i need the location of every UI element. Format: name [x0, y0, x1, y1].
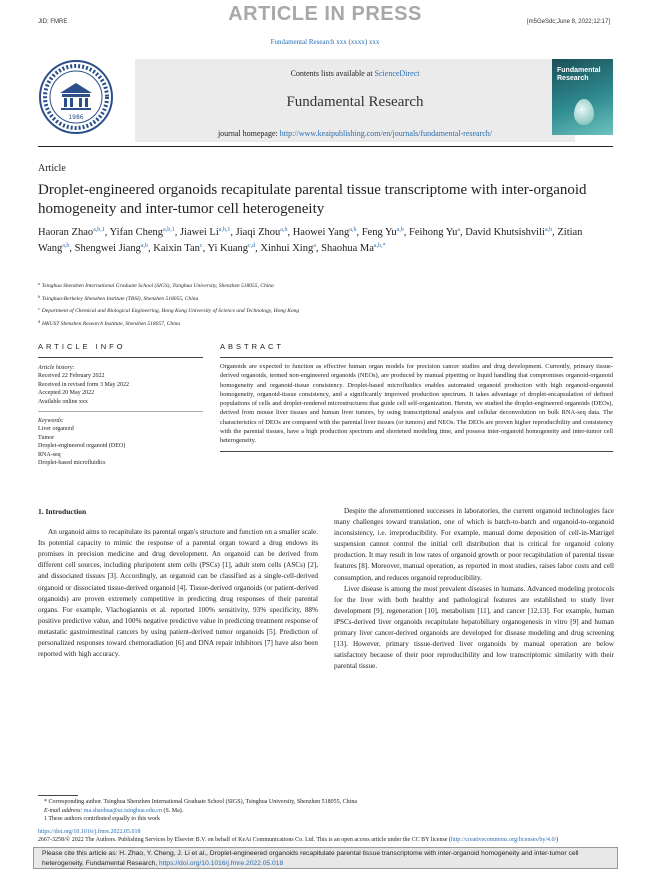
history-item: Received in revised form 3 May 2022: [38, 381, 129, 388]
history-item: Accepted 20 May 2022: [38, 390, 95, 397]
author-affiliation-marker[interactable]: a,b: [140, 242, 149, 249]
history-item: Received 22 February 2022: [38, 373, 105, 380]
homepage-link[interactable]: http://www.keaipublishing.com/en/journals/fundamental-research/: [279, 129, 493, 138]
license-line: [38, 836, 613, 844]
license-link[interactable]: http://creativecommons.org/licenses/by/4.0/: [450, 837, 557, 844]
keywords-list: [38, 425, 203, 467]
article-type: Article: [38, 163, 66, 174]
citation-text: Please cite this article as: H. Zhao, Y. Cheng, J. Li et al., Droplet-engineered organoids recapitulate parental tissue transcriptome with inter-organoid homogeneity and inter-tumor cell heterogeneity, Fundamental Research,: [42, 850, 579, 867]
logo-year: 1986: [68, 114, 84, 121]
keyword-item: Liver organoid: [38, 426, 74, 433]
equal-contribution-note: 1 These authors contributed equally to this work: [44, 816, 161, 823]
author-affiliation-marker[interactable]: c: [199, 242, 203, 249]
journal-citation-line[interactable]: Fundamental Research xxx (xxxx) xxx: [270, 38, 380, 46]
affiliation-text: Tsinghua-Berkeley Shenzhen Institute (TBSI), Shenzhen 518055, China: [42, 295, 199, 302]
author-name[interactable]: Haoran Zhao: [38, 227, 94, 238]
history-label: Article history:: [38, 365, 75, 371]
affiliation-key: c: [38, 306, 40, 311]
affiliation-key: d: [38, 318, 40, 324]
intro-paragraph-3: Liver disease is among the most prevalent diseases in humans. Advanced modeling protocols for the liver with both healthy and pathological features are established to study liver development [9], regeneration [10], metabolism [11], and cancer [12,13]. For example, human iPSCs-derived liver organoids recapitulate hepatobiliary organogenesis in vitro [9] and human primary liver cancer-derived organoids are developed for disease modeling and drug screening [13]. However, primary tissue-derived liver organoids by manual operation are below satisfactory because of their poor reproducibility and low transcriptomic similarity with their parental tissue.: [334, 584, 614, 671]
affiliation-item: [38, 304, 598, 317]
citation-doi-link[interactable]: https://doi.org/10.1016/j.fmre.2022.05.018: [158, 860, 284, 867]
email-suffix: (S. Ma).: [163, 807, 184, 814]
author-affiliation-marker[interactable]: a,b,1: [163, 227, 175, 233]
keyword-item: Tumor: [38, 434, 55, 441]
keyword-item: Droplet-based microfluidics: [38, 460, 106, 467]
article-info-heading: ARTICLE INFO: [38, 342, 126, 351]
author-name[interactable]: Xinhui Xing: [260, 242, 314, 254]
author-name[interactable]: Yifan Cheng: [109, 227, 164, 238]
license-text: 2667-3258/© 2022 The Authors. Publishing Services by Elsevier B.V. on behalf of KeAi Communications Co. Ltd. This is an open access article under the CC BY license (: [38, 837, 451, 844]
affiliation-text: Tsinghua Shenzhen International Graduate School (SIGS), Tsinghua University, Shenzhen 518055, China: [41, 283, 274, 289]
article-info-column: [38, 342, 203, 467]
author-affiliation-marker[interactable]: a,b: [544, 227, 553, 233]
cover-title: Fundamental Research: [557, 67, 601, 82]
author-name[interactable]: Shengwei Jiang: [74, 242, 141, 254]
article-in-press-banner: ARTICLE IN PRESS: [228, 3, 422, 25]
author-affiliation-marker[interactable]: a,b,1: [218, 227, 231, 233]
doi-license-block: [38, 828, 613, 845]
citation-box: [33, 847, 618, 869]
author-name[interactable]: Shaohua Ma: [321, 242, 374, 254]
body-column-right: [334, 506, 614, 672]
sciencedirect-link[interactable]: ScienceDirect: [374, 69, 420, 78]
header-rule: [38, 146, 613, 147]
affiliation-key: a: [38, 281, 40, 286]
footnotes: [38, 798, 613, 824]
journal-id: JID: FMRE: [38, 19, 68, 25]
author-name[interactable]: Yi Kuang: [207, 242, 248, 254]
author-affiliation-marker[interactable]: a: [457, 227, 461, 233]
intro-paragraph-1: An organoid aims to recapitulate its parental organ's structure and function on a smaller scale. Its potential capacity to mimic the response of a parental organ toward a drug endows its promises in precision medicine and drug development. An organoid can be derived from different cell sources, including pluripotent stem cells (PSCs) [1], adult stem cells (ASCs) [2], and dissociated tissues [3]. Accordingly, an organoid can be classified as a single-cell-derived organoid or dissociated tissue-derived organoid [4]. Tissue-derived organoids (or patient-derived organoids) are proven extremely competitive in predicting drug responses of their parental organs. For example, Vlachogiannis et al. reported 100% sensitivity, 93% specificity, 88% positive predictive value, and 100% negative predictive value in predicting treatment response of metastatic gastrointestinal cancers by using patient-derived tumor organoids [5]. Prediction of personalized responses toward chemoradiation [6] and DNA repair inhibitors [7] have also been reported with high accuracy.: [38, 528, 318, 659]
journal-cover-image: [552, 59, 613, 135]
author-name[interactable]: David Khutsishvili: [465, 227, 545, 238]
article-title: Droplet-engineered organoids recapitulate parental tissue transcriptome with inter-organoid homogeneity and inter-tumor cell heterogeneity: [38, 182, 587, 217]
affiliation-key: b: [38, 293, 40, 299]
keywords-label: Keywords:: [38, 418, 64, 425]
affiliation-item: [38, 279, 598, 292]
license-end: ): [556, 837, 559, 844]
author-name[interactable]: Feihong Yu: [409, 227, 458, 238]
affiliation-item: [38, 292, 598, 305]
author-name[interactable]: Zitian Wang: [38, 227, 583, 254]
author-affiliation-marker[interactable]: a: [313, 242, 316, 249]
author-name[interactable]: Jiawei Li: [179, 227, 219, 238]
author-affiliation-marker[interactable]: a,b: [349, 227, 357, 233]
contents-line: [135, 69, 575, 78]
author-affiliation-marker[interactable]: a,b: [396, 227, 404, 233]
abstract-heading: ABSTRACT: [220, 342, 285, 351]
affiliation-item: [38, 317, 598, 330]
keyword-item: Droplet-engineered organoid (DEO): [38, 443, 126, 450]
intro-paragraph-2: Despite the aforementioned successes in laboratories, the current organoid technologies face many challenges toward translation, one of which is batch-to-batch and organoid-to-organoid inconsistency, i.e. irreproducibility. For example, manual dome deposition of cell-in-Matrigel suspension cannot control the initial cell distribution that is critical for organoid colony production. It may result in low rates of organoid growth or poor recapitulation of parental tissue features [8]. Moreover, manual operation, as reported in most studies, raises labor costs and cell consumption, and reduces organoid reproducibility.: [334, 507, 614, 582]
affiliation-text: Department of Chemical and Biological Engineering, Hong Kong University of Science and Technology, Hong Kong: [41, 308, 300, 314]
abstract-text: Organoids are expected to function as effective human organ models for precision cancer studies and drug development. Currently, primary tissue-derived organoids, termed non-engineered organoids (NEOs), are produced by manual pipetting or liquid handling that compromises organoid-organoid homogeneity and organoid-tissue consistency. Droplet-based microfluidics enables automated organoid production with high organoid-organoid homogeneity, organoid-tissue consistency, and a significantly improved production spectrum. It takes advantage of droplet-encapsulation of defined populations of cells and droplet-rendered microstructures that guide cell self-organization. Herein, we studied the droplet-engineered organoids (DEOs), derived from mouse liver tissues and human liver tumors, by using transcriptional analysis and cellular deconvolution on bulk RNA-seq data. The characteristics of DEOs are compared with the parental liver tissues (or tumors) and NEOs. The DEOs are proven higher reproducibility and consistency with the parental tissues, have a high production spectrum and shortened modeling time, and possess inter-organoid homogeneity and inter-tumor cell heterogeneity.: [220, 363, 613, 445]
homepage-line: [135, 129, 575, 138]
author-list: Haoran Zhao$^{a,b,1}$, Yifan Cheng$^{a,b,1}$, Jiawei Li$^{a,b,1}$, Jiaqi Zhou$^{a,b}$, Haowei Yang$^{a,b}$, Feng Yu$^{a,b}$, Feihong Yu$^a$, David Khutsishvili$^{a,b}$, Zitian Wang$^{a,b}$, Shengwei Jiang$^{a,b}$, Kaixin Tan$^c$, Yi Kuang$^{c,d}$, Xinhui Xing$^a$, Shaohua $Ma^{a,b,*}$: [38, 227, 583, 254]
email-note: [38, 807, 613, 816]
affiliation-text: HKUST Shenzhen Research Institute, Shenzhen 518057, China: [42, 320, 181, 327]
university-seal-logo: [38, 59, 114, 135]
author-affiliation-marker[interactable]: a,b: [280, 227, 288, 233]
history-item: Available online xxx: [38, 398, 88, 405]
author-name[interactable]: Haowei Yang: [292, 227, 350, 238]
journal-title: Fundamental Research: [286, 94, 424, 110]
email-link[interactable]: ma.shaohua@sz.tsinghua.edu.cn: [83, 807, 162, 814]
corresponding-author-note: * Corresponding author. Tsinghua Shenzhen International Graduate School (SIGS), Tsinghua University, Shenzhen 518055, China: [44, 799, 357, 805]
author-affiliation-marker[interactable]: a,b,*: [373, 242, 386, 249]
contents-prefix: Contents lists available at: [290, 69, 373, 78]
author-affiliation-marker[interactable]: c,d: [247, 242, 256, 249]
author-name[interactable]: Feng Yu: [361, 227, 397, 238]
abstract-column: [220, 342, 613, 452]
build-stamp: [m5GeSdc;June 8, 2022;12:17]: [526, 19, 610, 25]
affiliation-list: [38, 279, 598, 329]
history-list: [38, 372, 203, 406]
abstract-end-rule: [220, 451, 613, 452]
journal-header-box: [135, 59, 575, 142]
author-name[interactable]: Kaixin Tan: [153, 242, 200, 254]
homepage-prefix: journal homepage:: [217, 129, 278, 138]
doi-link[interactable]: https://doi.org/10.1016/j.fmre.2022.05.018: [38, 829, 141, 835]
email-label: E-mail address:: [44, 807, 83, 814]
keyword-item: RNA-seq: [38, 451, 61, 458]
introduction-heading: 1. Introduction: [38, 507, 87, 516]
author-affiliation-marker[interactable]: a,b: [62, 242, 70, 249]
footnote-rule: [38, 795, 78, 796]
article-info-divider: [38, 411, 203, 412]
body-column-left: [38, 506, 318, 660]
abstract-rule: [220, 357, 613, 358]
author-affiliation-marker[interactable]: a,b,1: [93, 227, 105, 233]
cover-droplet-graphic: [574, 99, 594, 125]
masthead: [38, 59, 613, 144]
author-name[interactable]: Jiaqi Zhou: [235, 227, 281, 238]
article-info-rule: [38, 357, 203, 358]
